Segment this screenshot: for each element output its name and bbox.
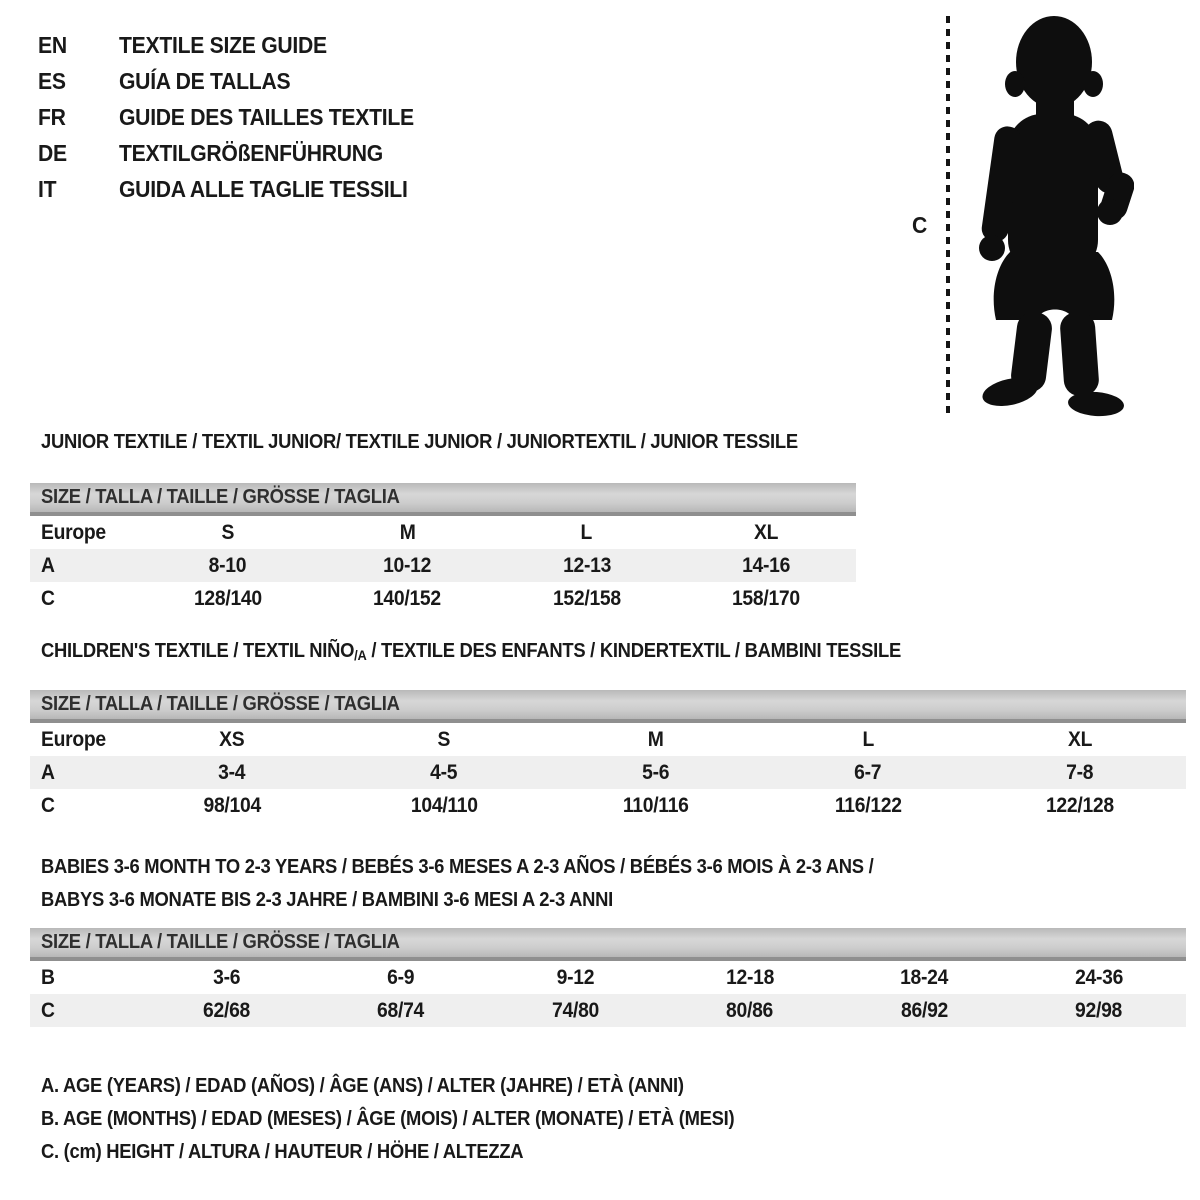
table-cell: S [221, 520, 235, 544]
language-title: GUÍA DE TALLAS [119, 67, 291, 94]
table-cell: M [399, 520, 416, 544]
table-cell: XL [754, 520, 779, 544]
table-cell: 158/170 [732, 586, 801, 610]
toddler-silhouette-icon [958, 14, 1134, 418]
table-row-height [30, 582, 856, 615]
table-cell: 12-13 [562, 553, 611, 577]
table-cell: 86/92 [900, 998, 948, 1022]
table-row-europe [30, 723, 1186, 756]
size-header-bar [30, 690, 1186, 723]
table-cell: 128/140 [193, 586, 262, 610]
table-cell: L [862, 727, 874, 751]
babies-title-line1: BABIES 3-6 MONTH TO 2-3 YEARS / BEBÉS 3-6 MESES A 2-3 AÑOS / BÉBÉS 3-6 MOIS À 2-3 ANS / [41, 856, 874, 878]
table-cell: 18-24 [900, 965, 949, 989]
table-cell: 98/104 [203, 793, 261, 817]
row-label: C [41, 586, 55, 610]
children-title-sub: /A [354, 647, 367, 663]
table-cell: 3-4 [218, 760, 246, 784]
height-measure-line [946, 16, 950, 416]
table-cell: L [580, 520, 593, 544]
babies-title-line2: BABYS 3-6 MONATE BIS 2-3 JAHRE / BAMBINI 3-6 MESI A 2-3 ANNI [41, 889, 613, 911]
junior-size-table [30, 483, 856, 615]
language-title: GUIDA ALLE TAGLIE TESSILI [119, 175, 408, 202]
table-cell: S [437, 727, 451, 751]
size-header-bar [30, 928, 1186, 961]
language-code: EN [38, 31, 67, 58]
children-section-title [41, 640, 976, 663]
legend-line-a: A. AGE (YEARS) / EDAD (AÑOS) / ÂGE (ANS) / ALTER (JAHRE) / ETÀ (ANNI) [41, 1075, 684, 1097]
language-code: DE [38, 139, 67, 166]
language-list [38, 27, 440, 207]
size-header-bar [30, 483, 856, 516]
table-cell: 122/128 [1046, 793, 1114, 817]
height-measure-label: C [912, 212, 928, 238]
language-row-en [38, 27, 440, 63]
table-row-age [30, 756, 1186, 789]
table-row-europe [30, 516, 856, 549]
table-cell: 10-12 [383, 553, 432, 577]
language-title: TEXTILGRÖßENFÜHRUNG [119, 139, 383, 166]
table-row-height [30, 789, 1186, 822]
language-title: TEXTILE SIZE GUIDE [119, 31, 327, 58]
size-header-label: SIZE / TALLA / TAILLE / GRÖSSE / TAGLIA [41, 486, 400, 508]
language-title: GUIDE DES TAILLES TEXTILE [119, 103, 414, 130]
table-row-height [30, 994, 1186, 1027]
table-cell: M [648, 727, 664, 751]
row-label: C [41, 998, 55, 1022]
row-label: C [41, 793, 55, 817]
table-cell: 7-8 [1066, 760, 1094, 784]
table-cell: 62/68 [202, 998, 250, 1022]
table-cell: 110/116 [623, 793, 689, 817]
table-cell: 140/152 [373, 586, 442, 610]
language-code: ES [38, 67, 66, 94]
table-cell: 4-5 [430, 760, 458, 784]
children-title-prefix: CHILDREN'S TEXTILE / TEXTIL NIÑO [41, 640, 355, 662]
size-header-label: SIZE / TALLA / TAILLE / GRÖSSE / TAGLIA [41, 931, 400, 953]
table-cell: 9-12 [556, 965, 595, 989]
children-size-table [30, 690, 1186, 822]
row-label: Europe [41, 727, 106, 751]
table-row-age [30, 549, 856, 582]
table-cell: 14-16 [742, 553, 791, 577]
row-label: A [41, 553, 55, 577]
table-cell: 3-6 [212, 965, 240, 989]
language-row-it [38, 171, 440, 207]
table-row-months [30, 961, 1186, 994]
junior-section-title: JUNIOR TEXTILE / TEXTIL JUNIOR/ TEXTILE JUNIOR / JUNIORTEXTIL / JUNIOR TESSILE [41, 431, 798, 453]
table-cell: 12-18 [725, 965, 774, 989]
table-cell: 5-6 [642, 760, 670, 784]
table-cell: 104/110 [410, 793, 478, 817]
size-header-label: SIZE / TALLA / TAILLE / GRÖSSE / TAGLIA [41, 693, 400, 715]
table-cell: 6-7 [854, 760, 882, 784]
table-cell: 68/74 [377, 998, 425, 1022]
table-cell: 74/80 [551, 998, 599, 1022]
language-code: FR [38, 103, 66, 130]
table-cell: 24-36 [1074, 965, 1123, 989]
table-cell: 152/158 [552, 586, 621, 610]
table-cell: 6-9 [387, 965, 415, 989]
table-cell: 92/98 [1075, 998, 1123, 1022]
legend-line-c: C. (cm) HEIGHT / ALTURA / HAUTEUR / HÖHE / ALTEZZA [41, 1141, 524, 1163]
table-cell: 8-10 [208, 553, 247, 577]
language-row-es [38, 63, 440, 99]
row-label: A [41, 760, 55, 784]
table-cell: XL [1067, 727, 1093, 751]
legend-line-b: B. AGE (MONTHS) / EDAD (MESES) / ÂGE (MOIS) / ALTER (MONATE) / ETÀ (MESI) [41, 1108, 735, 1130]
table-cell: 116/122 [834, 793, 902, 817]
language-code: IT [38, 175, 57, 202]
babies-section-title [41, 851, 946, 917]
row-label: B [41, 965, 55, 989]
legend [41, 1070, 795, 1169]
children-title-suffix: / TEXTILE DES ENFANTS / KINDERTEXTIL / BAMBINI TESSILE [366, 640, 901, 662]
babies-size-table [30, 928, 1186, 1027]
language-row-de [38, 135, 440, 171]
language-row-fr [38, 99, 440, 135]
table-cell: 80/86 [726, 998, 774, 1022]
table-cell: XS [219, 727, 245, 751]
row-label: Europe [41, 520, 106, 544]
